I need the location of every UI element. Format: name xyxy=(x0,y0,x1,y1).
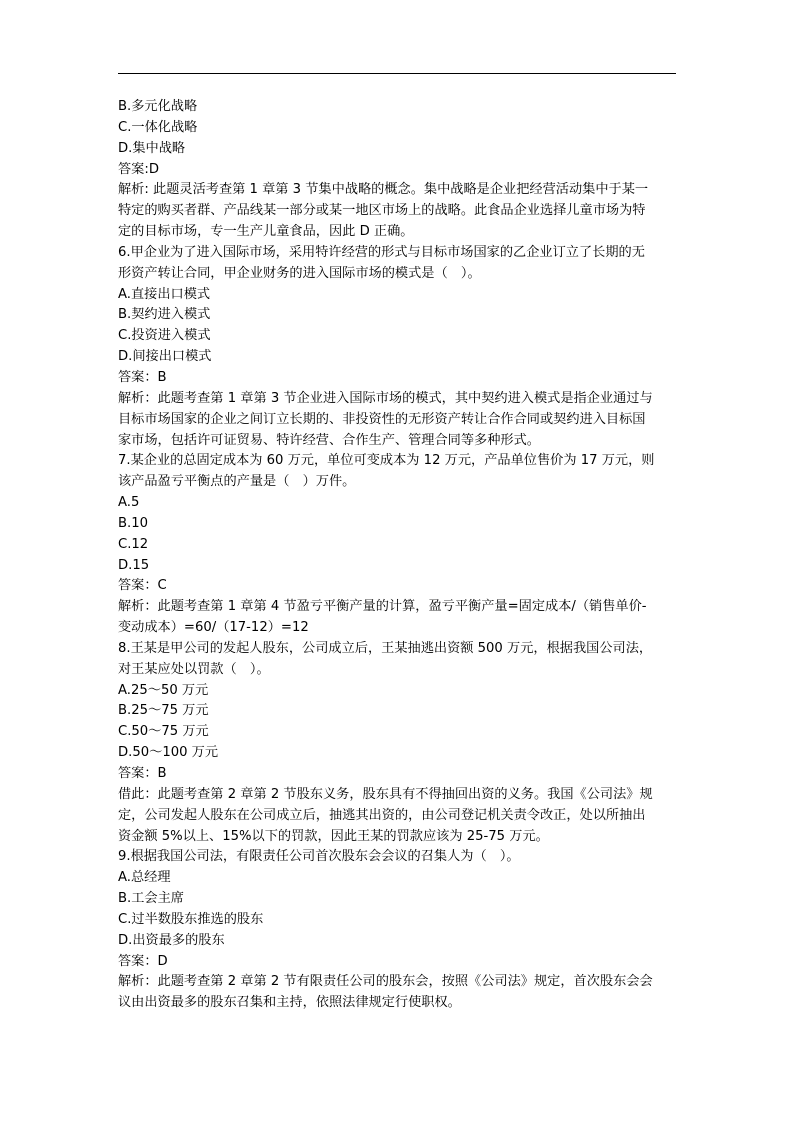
question-9: 9.根据我国公司法，有限责任公司首次股东会会议的召集人为（ ）。 xyxy=(118,849,520,865)
explanation-q6-line-3: 家市场，包括许可证贸易、特许经营、合作生产、管理合同等多种形式。 xyxy=(118,432,540,448)
question-6-line-1: 6.甲企业为了进入国际市场，采用特许经营的形式与目标市场国家的乙企业订立了长期的无 xyxy=(118,244,645,260)
answer-q7: 答案：C xyxy=(118,578,167,594)
option-b-q8: B.25～75 万元 xyxy=(118,703,209,719)
option-b-q6: B.契约进入模式 xyxy=(118,307,211,323)
explanation-q5-line-1: 解析: 此题灵活考查第 1 章第 3 节集中战略的概念。集中战略是企业把经营活动集中于某一 xyxy=(118,182,649,198)
option-a-q6: A.直接出口模式 xyxy=(118,286,211,302)
question-6-line-2: 形资产转让合同，甲企业财务的进入国际市场的模式是（ ）。 xyxy=(118,265,481,281)
option-c-q5: C.一体化战略 xyxy=(118,119,198,135)
question-8-line-2: 对王某应处以罚款（ ）。 xyxy=(118,661,270,677)
option-d-q6: D.间接出口模式 xyxy=(118,349,212,365)
option-b-q7: B.10 xyxy=(118,515,149,531)
header-rule xyxy=(118,73,676,74)
option-c-q9: C.过半数股东推选的股东 xyxy=(118,911,264,927)
explanation-q7-line-1: 解析：此题考查第 1 章第 4 节盈亏平衡产量的计算，盈亏平衡产量=固定成本/（销售单价- xyxy=(118,599,647,615)
explanation-q6-line-2: 目标市场国家的企业之间订立长期的、非投资性的无形资产转让合作合同或契约进入目标国 xyxy=(118,411,646,427)
option-c-q6: C.投资进入模式 xyxy=(118,328,211,344)
explanation-q6-line-1: 解析：此题考查第 1 章第 3 节企业进入国际市场的模式，其中契约进入模式是指企业通过与 xyxy=(118,390,653,406)
option-d-q7: D.15 xyxy=(118,557,150,573)
explanation-q9-line-1: 解析：此题考查第 2 章第 2 节有限责任公司的股东会，按照《公司法》规定，首次股东会会 xyxy=(118,974,653,990)
option-a-q7: A.5 xyxy=(118,495,140,511)
explanation-q8-line-1: 借此：此题考查第 2 章第 2 节股东义务，股东具有不得抽回出资的义务。我国《公司法》规 xyxy=(118,786,653,802)
option-d-q8: D.50～100 万元 xyxy=(118,745,219,761)
explanation-q5-line-2: 特定的购买者群、产品线某一部分或某一地区市场上的战略。此食品企业选择儿童市场为特 xyxy=(118,203,646,219)
document-body xyxy=(118,97,680,1014)
question-7-line-1: 7.某企业的总固定成本为 60 万元，单位可变成本为 12 万元，产品单位售价为 17 万元，则 xyxy=(118,453,655,469)
question-7-line-2: 该产品盈亏平衡点的产量是（ ）万件。 xyxy=(118,474,356,490)
answer-q8: 答案：B xyxy=(118,766,167,781)
explanation-q7-line-2: 变动成本）=60/（17-12）=12 xyxy=(118,620,309,636)
explanation-q8-line-2: 定，公司发起人股东在公司成立后，抽逃其出资的，由公司登记机关责令改正，处以所抽出 xyxy=(118,807,646,823)
explanation-q8-line-3: 资金额 5%以上、15%以下的罚款，因此王某的罚款应该为 25-75 万元。 xyxy=(118,828,549,844)
explanation-q5-line-3: 定的目标市场，专一生产儿童食品，因此 D 正确。 xyxy=(118,224,414,240)
option-a-q9: A.总经理 xyxy=(118,870,171,886)
option-b-q9: B.工会主席 xyxy=(118,891,184,907)
option-d-q9: D.出资最多的股东 xyxy=(118,932,225,948)
option-d-q5: D.集中战略 xyxy=(118,140,186,156)
answer-q6: 答案：B xyxy=(118,369,167,385)
explanation-q9-line-2: 议由出资最多的股东召集和主持，依照法律规定行使职权。 xyxy=(118,995,461,1011)
option-c-q8: C.50～75 万元 xyxy=(118,724,209,740)
option-c-q7: C.12 xyxy=(118,536,149,552)
question-8-line-1: 8.王某是甲公司的发起人股东，公司成立后，王某抽逃出资额 500 万元，根据我国公司法， xyxy=(118,640,653,656)
option-b-q5: B.多元化战略 xyxy=(118,99,198,114)
answer-q9: 答案：D xyxy=(118,953,168,969)
answer-q5: 答案:D xyxy=(118,161,159,177)
option-a-q8: A.25～50 万元 xyxy=(118,682,209,698)
